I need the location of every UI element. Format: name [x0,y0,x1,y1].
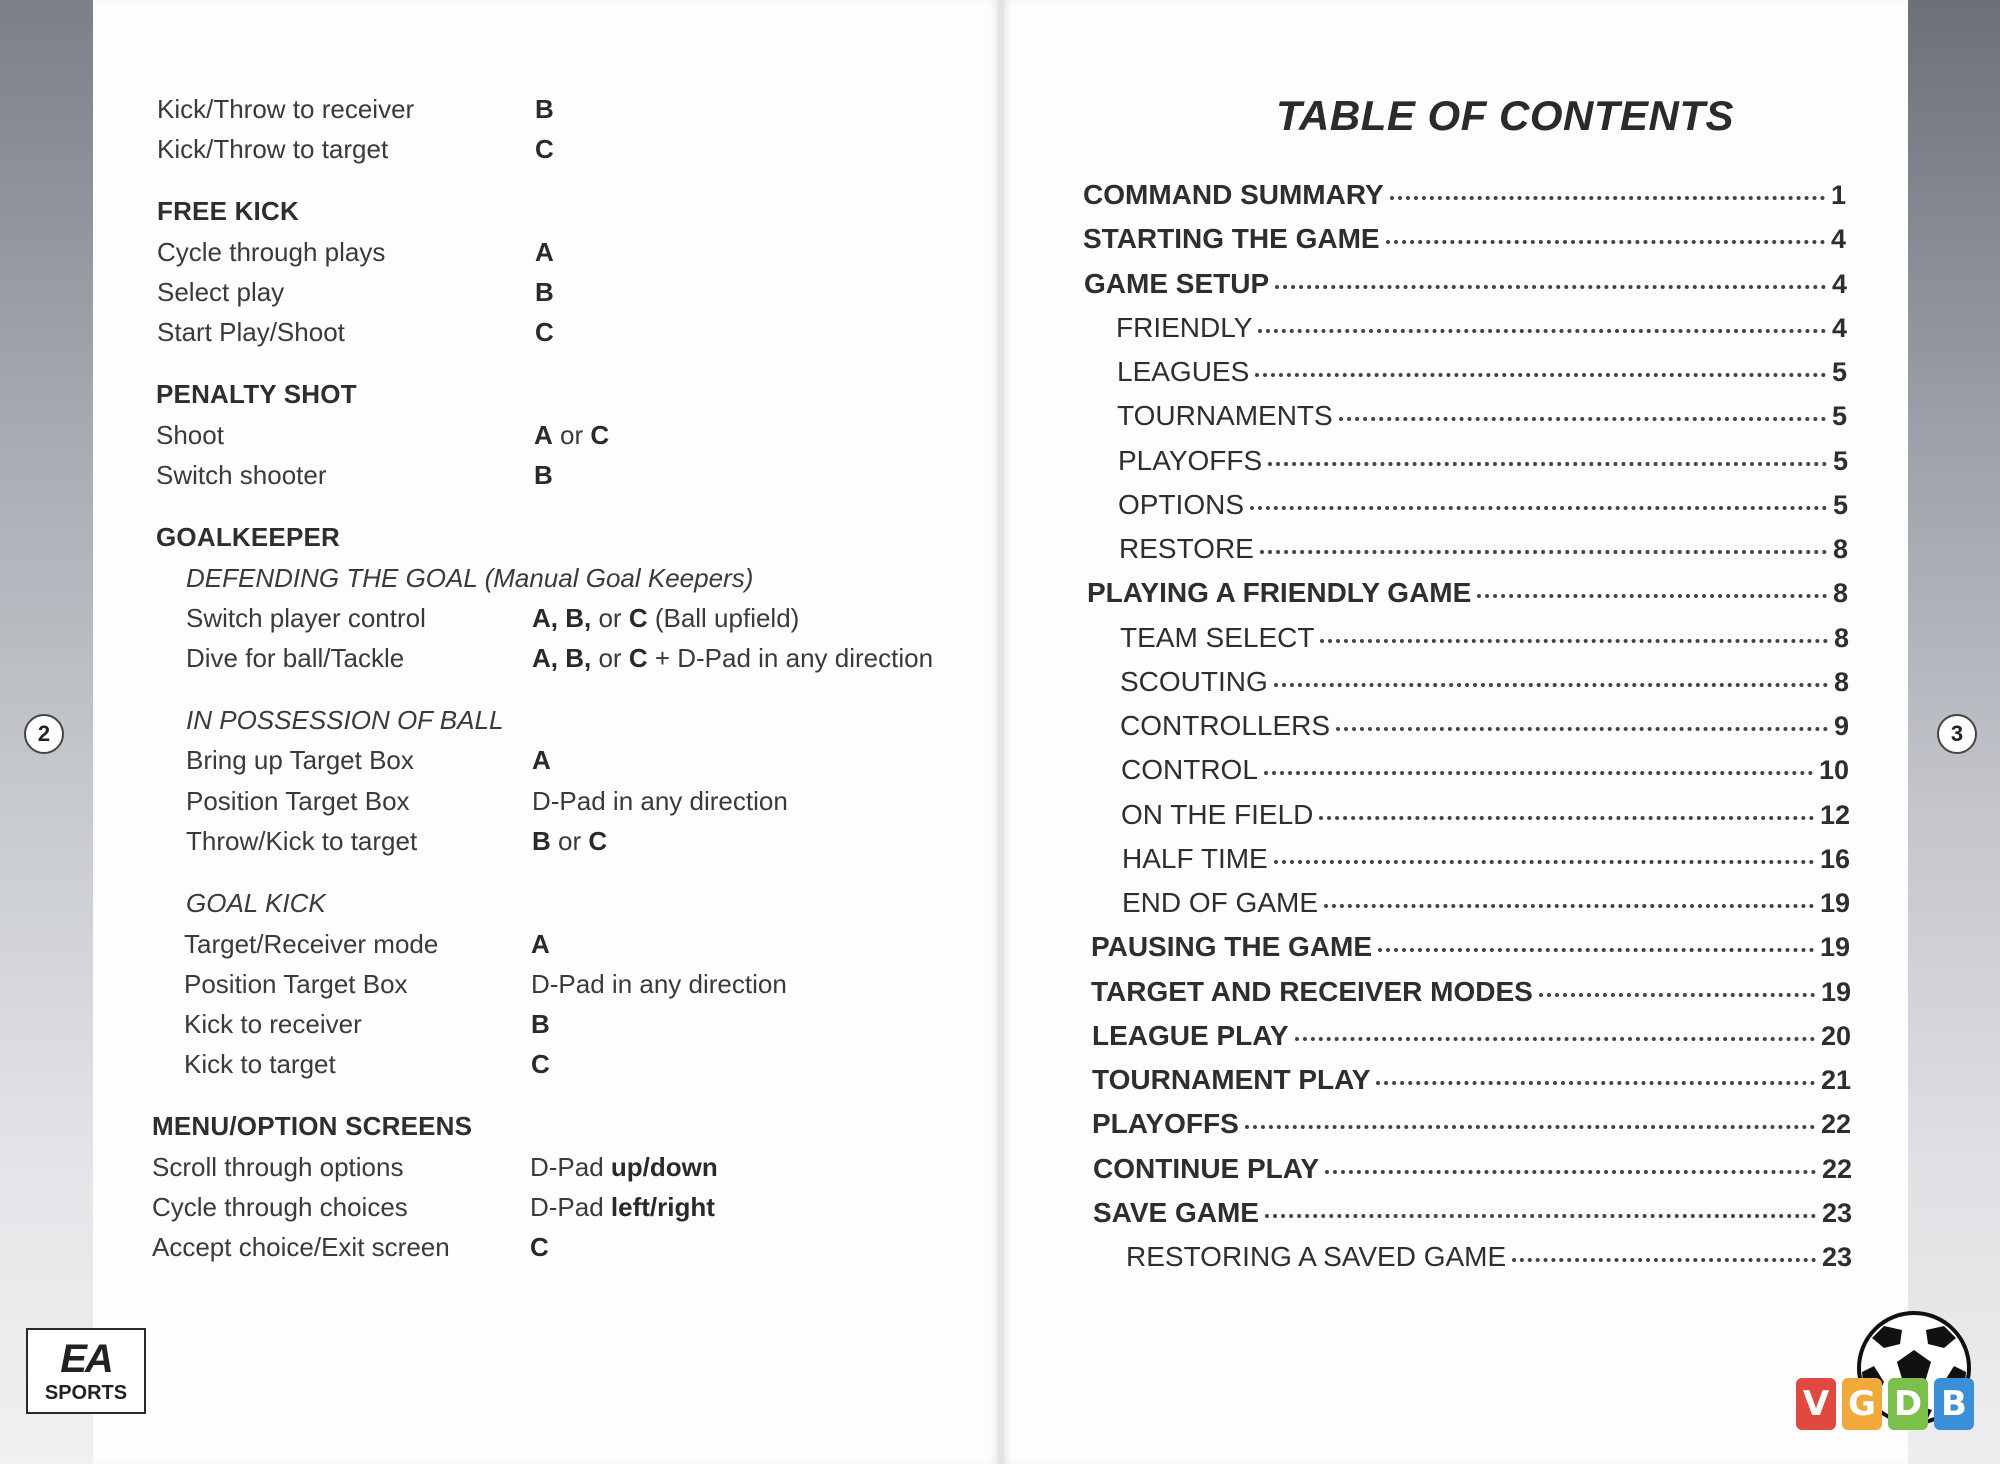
key-or: or [552,420,591,450]
toc-entry [1091,933,1850,961]
toc-entry-title: SAVE GAME [1093,1197,1259,1228]
action-label: Kick to target [184,1049,336,1079]
ea-logo-mark: EA [60,1337,112,1381]
toc-entry-title: RESTORE [1119,533,1254,564]
toc-leader-dots [1265,1214,1816,1218]
toc-leader-dots [1324,904,1814,908]
section-heading-menu: MENU/OPTION SCREENS [152,1111,473,1141]
vgdb-letter: D [1888,1378,1928,1430]
toc-entry [1092,1110,1851,1138]
ea-logo-text: SPORTS [44,1382,128,1404]
toc-entry-page: 5 [1831,401,1847,431]
toc-entry-title: CONTROL [1121,754,1258,785]
toc-entry [1121,801,1850,829]
toc-entry-page: 8 [1832,578,1848,608]
toc-entry-title: STARTING THE GAME [1083,223,1380,254]
toc-leader-dots [1386,240,1825,244]
toc-entry-page: 8 [1833,667,1849,697]
toc-entry-page: 1 [1830,180,1846,210]
toc-entry-title: TOURNAMENTS [1117,400,1333,431]
toc-leader-dots [1336,727,1828,731]
toc-entry [1118,491,1848,519]
key-label [534,422,609,448]
toc-entry-page: 4 [1830,224,1846,254]
toc-entry [1121,756,1849,784]
toc-leader-dots [1258,329,1826,333]
key-label [532,828,607,854]
toc-entry-page: 21 [1820,1065,1851,1095]
dpad-prefix: D-Pad [530,1152,611,1182]
toc-entry-title: GAME SETUP [1084,268,1270,299]
section-heading-penalty-shot: PENALTY SHOT [156,379,357,409]
toc-entry-title: CONTROLLERS [1120,710,1331,741]
toc-entry-title: OPTIONS [1118,489,1245,520]
toc-entry-title: LEAGUES [1117,356,1250,387]
toc-leader-dots [1390,196,1825,200]
section-heading-goalkeeper: GOALKEEPER [156,522,341,552]
action-label: Cycle through plays [157,237,386,267]
action-label: Kick to receiver [184,1009,362,1039]
toc-entry-page: 19 [1819,932,1850,962]
toc-entry [1091,978,1851,1006]
toc-entry [1120,712,1849,740]
subheading-goal-kick: GOAL KICK [186,888,326,918]
toc-entry-title: HALF TIME [1122,843,1268,874]
keys: A, B, [532,643,592,673]
toc-entry [1120,624,1849,652]
toc-entry-page: 12 [1819,800,1850,830]
vgdb-watermark [1796,1378,1974,1430]
toc-entry-title: RESTORING A SAVED GAME [1126,1241,1507,1272]
keys: A, B, [532,603,592,633]
toc-entry [1087,579,1848,607]
toc-leader-dots [1274,860,1814,864]
key-or: or [591,643,629,673]
toc-leader-dots [1325,1170,1816,1174]
toc-entry-title: LEAGUE PLAY [1092,1020,1289,1051]
action-label: Scroll through options [152,1152,404,1182]
toc-entry-page: 9 [1833,711,1849,741]
action-label: Kick/Throw to target [157,134,389,164]
toc-leader-dots [1268,462,1827,466]
toc-leader-dots [1539,993,1815,997]
toc-entry [1118,447,1848,475]
toc-entry [1117,358,1847,386]
toc-leader-dots [1512,1258,1816,1262]
toc-entry [1093,1199,1852,1227]
vgdb-letter: B [1934,1378,1974,1430]
toc-entry-page: 8 [1833,623,1849,653]
toc-leader-dots [1274,683,1828,687]
action-label: Shoot [156,420,224,450]
toc-leader-dots [1260,550,1827,554]
toc-entry-title: PAUSING THE GAME [1091,931,1373,962]
action-label: Target/Receiver mode [184,929,439,959]
toc-entry-page: 10 [1818,755,1849,785]
toc-leader-dots [1295,1037,1815,1041]
toc-entry-title: SCOUTING [1120,666,1268,697]
toc-entry [1120,668,1849,696]
toc-entry [1126,1243,1852,1271]
key-label: B [535,277,554,307]
toc-leader-dots [1264,771,1813,775]
toc-entry-title: TEAM SELECT [1120,622,1315,653]
toc-leader-dots [1378,948,1814,952]
action-label: Switch shooter [156,460,327,490]
key-label [530,1154,718,1180]
toc-leader-dots [1376,1081,1814,1085]
key-label: B [534,460,553,490]
dpad-direction: up/down [610,1152,718,1182]
toc-entry-title: END OF GAME [1122,887,1319,918]
page-number-left: 2 [24,714,64,754]
action-label: Switch player control [186,603,426,633]
toc-leader-dots [1245,1125,1815,1129]
key-label: C [535,134,554,164]
key-or: or [550,826,589,856]
toc-entry-page: 5 [1832,446,1848,476]
vgdb-letter: G [1842,1378,1882,1430]
vgdb-letter: V [1796,1378,1836,1430]
key-b: B [532,826,551,856]
key-last: C [628,603,648,633]
toc-entry-page: 4 [1831,269,1847,299]
key-label [530,1194,715,1220]
toc-entry-page: 8 [1832,534,1848,564]
toc-entry-title: PLAYOFFS [1118,445,1263,476]
toc-entry-title: CONTINUE PLAY [1093,1153,1320,1184]
toc-entry-page: 5 [1831,357,1847,387]
value-label: D-Pad in any direction [531,969,787,999]
action-label: Bring up Target Box [186,745,414,775]
action-label: Kick/Throw to receiver [157,94,415,124]
value-label: D-Pad in any direction [532,786,788,816]
toc-entry-page: 19 [1819,888,1850,918]
toc-entry [1122,889,1850,917]
toc-entry-page: 19 [1820,977,1851,1007]
action-label: Position Target Box [184,969,408,999]
key-last: C [628,643,648,673]
action-label: Accept choice/Exit screen [152,1232,450,1262]
key-extra: (Ball upfield) [647,603,800,633]
action-label: Select play [157,277,285,307]
key-label: A [532,745,551,775]
toc-leader-dots [1320,639,1827,643]
key-label: B [535,94,554,124]
toc-entry-title: PLAYOFFS [1092,1108,1239,1139]
key-label: A [535,237,554,267]
action-label: Cycle through choices [152,1192,408,1222]
toc-leader-dots [1275,285,1826,289]
section-heading-free-kick: FREE KICK [157,196,299,226]
subheading-possession: IN POSSESSION OF BALL [186,705,504,735]
ea-sports-logo [26,1328,146,1414]
toc-entry [1092,1066,1851,1094]
toc-entry-page: 20 [1820,1021,1851,1051]
action-label: Throw/Kick to target [186,826,418,856]
dpad-direction: left/right [610,1192,715,1222]
subheading-defending: DEFENDING THE GOAL (Manual Goal Keepers) [186,563,754,593]
key-a: A [534,420,553,450]
dpad-prefix: D-Pad [530,1192,611,1222]
key-label: C [530,1232,549,1262]
book-gutter [998,0,1004,1464]
key-label [532,645,933,671]
toc-entry-title: TARGET AND RECEIVER MODES [1091,976,1533,1007]
toc-leader-dots [1339,417,1826,421]
toc-entry-page: 16 [1819,844,1850,874]
toc-entry-page: 22 [1820,1109,1851,1139]
toc-entry-page: 23 [1821,1198,1852,1228]
toc-entry [1092,1022,1851,1050]
toc-entry [1122,845,1850,873]
toc-entry-title: ON THE FIELD [1121,799,1314,830]
toc-entry-page: 5 [1832,490,1848,520]
page-number-right: 3 [1937,714,1977,754]
key-label: A [531,929,550,959]
key-c: C [590,420,610,450]
toc-entry-title: PLAYING A FRIENDLY GAME [1087,577,1472,608]
toc-leader-dots [1477,594,1827,598]
toc-leader-dots [1250,506,1827,510]
toc-entry-page: 23 [1821,1242,1852,1272]
key-label: C [535,317,554,347]
toc-entry [1084,270,1847,298]
toc-entry [1083,181,1846,209]
toc-entry [1093,1155,1852,1183]
toc-entry [1116,314,1847,342]
key-label: B [531,1009,550,1039]
toc-entry [1119,535,1848,563]
toc-entry [1117,402,1847,430]
toc-leader-dots [1319,816,1814,820]
action-label: Dive for ball/Tackle [186,643,405,673]
key-label [532,605,799,631]
toc-entry-title: COMMAND SUMMARY [1083,179,1384,210]
key-or: or [591,603,629,633]
toc-entry-page: 22 [1821,1154,1852,1184]
action-label: Position Target Box [186,786,410,816]
toc-entry-title: FRIENDLY [1116,312,1253,343]
toc-entry-page: 4 [1831,313,1847,343]
action-label: Start Play/Shoot [157,317,345,347]
key-c: C [588,826,608,856]
toc-title: TABLE OF CONTENTS [1276,92,1735,139]
toc-entry-title: TOURNAMENT PLAY [1092,1064,1371,1095]
toc-entry [1083,225,1846,253]
toc-leader-dots [1255,373,1826,377]
key-extra: + D-Pad in any direction [647,643,934,673]
key-label: C [531,1049,550,1079]
